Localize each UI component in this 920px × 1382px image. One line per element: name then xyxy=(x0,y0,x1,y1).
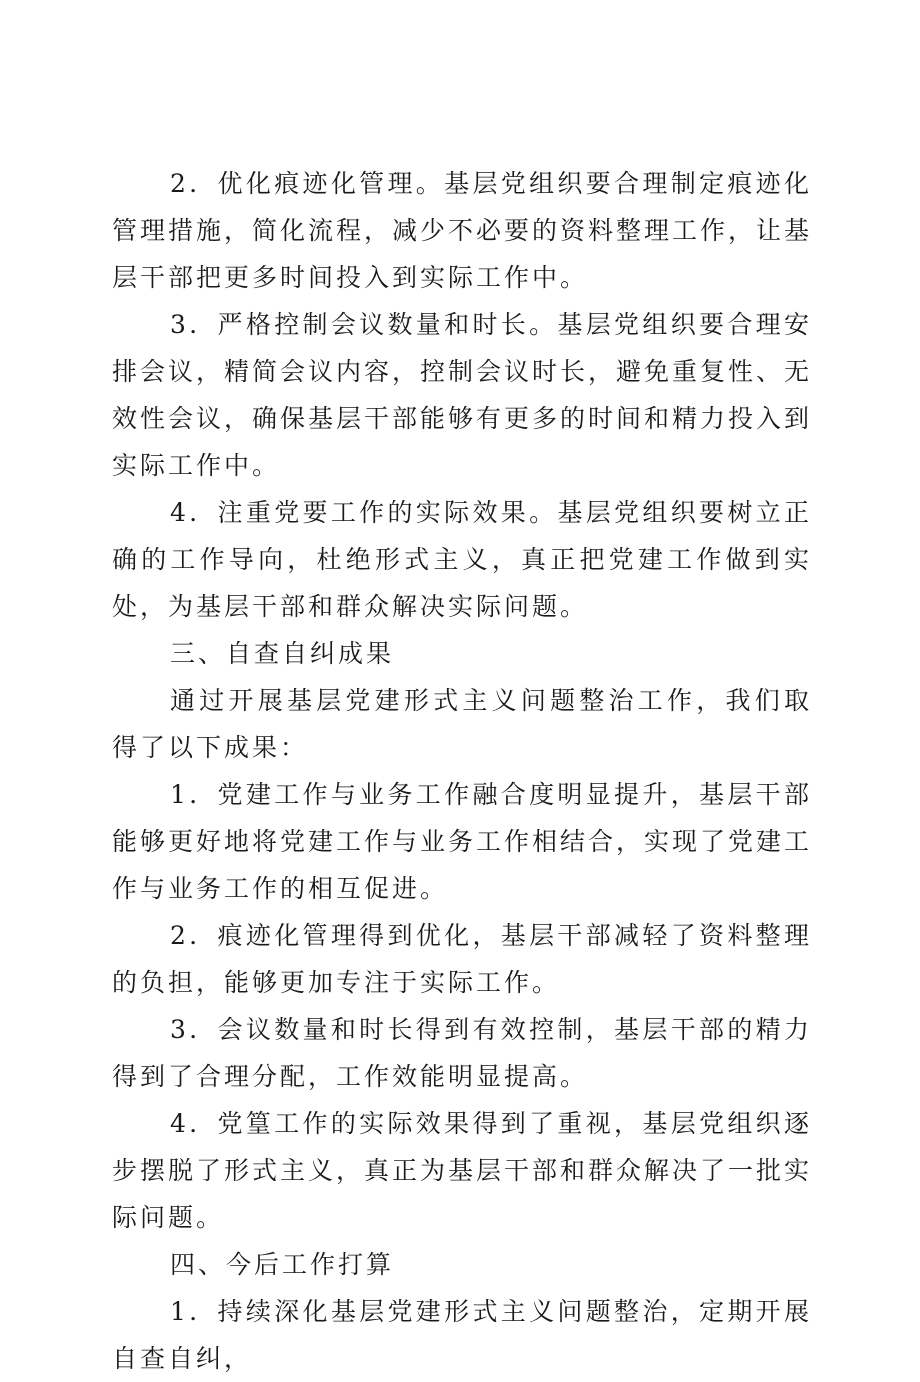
section-4-heading: 四、今后工作打算 xyxy=(170,1250,395,1279)
result-1: 1．党建工作与业务工作融合度明显提升，基层干部能够更好地将党建工作与业务工作相结合，实现了党建工作与业务工作的相互促进。 xyxy=(112,780,813,903)
plan-1: 1．持续深化基层党建形式主义问题整治，定期开展自查自纠， xyxy=(112,1297,812,1373)
result-3: 3．会议数量和时长得到有效控制，基层干部的精力得到了合理分配，工作效能明显提高。 xyxy=(112,1015,812,1091)
item-2-trace-management: 2．优化痕迹化管理。基层党组织要合理制定痕迹化管理措施，简化流程，减少不必要的资料整理工作，让基层干部把更多时间投入到实际工作中。 xyxy=(112,169,813,292)
section-3-intro: 通过开展基层党建形式主义问题整治工作，我们取得了以下成果： xyxy=(112,686,812,762)
item-3-meeting-control: 3．严格控制会议数量和时长。基层党组织要合理安排会议，精简会议内容，控制会议时长，避免重复性、无效性会议，确保基层干部能够有更多的时间和精力投入到实际工作中。 xyxy=(112,310,813,480)
document-body xyxy=(112,160,812,1382)
section-3-heading: 三、自查自纠成果 xyxy=(170,639,395,668)
item-4-practical-effect: 4．注重党要工作的实际效果。基层党组织要树立正确的工作导向，杜绝形式主义，真正把党建工作做到实处，为基层干部和群众解决实际问题。 xyxy=(112,498,812,621)
result-4: 4．党篁工作的实际效果得到了重视，基层党组织逐步摆脱了形式主义，真正为基层干部和群众解决了一批实际问题。 xyxy=(112,1109,813,1232)
result-2: 2．痕迹化管理得到优化，基层干部减轻了资料整理的负担，能够更加专注于实际工作。 xyxy=(112,921,812,997)
